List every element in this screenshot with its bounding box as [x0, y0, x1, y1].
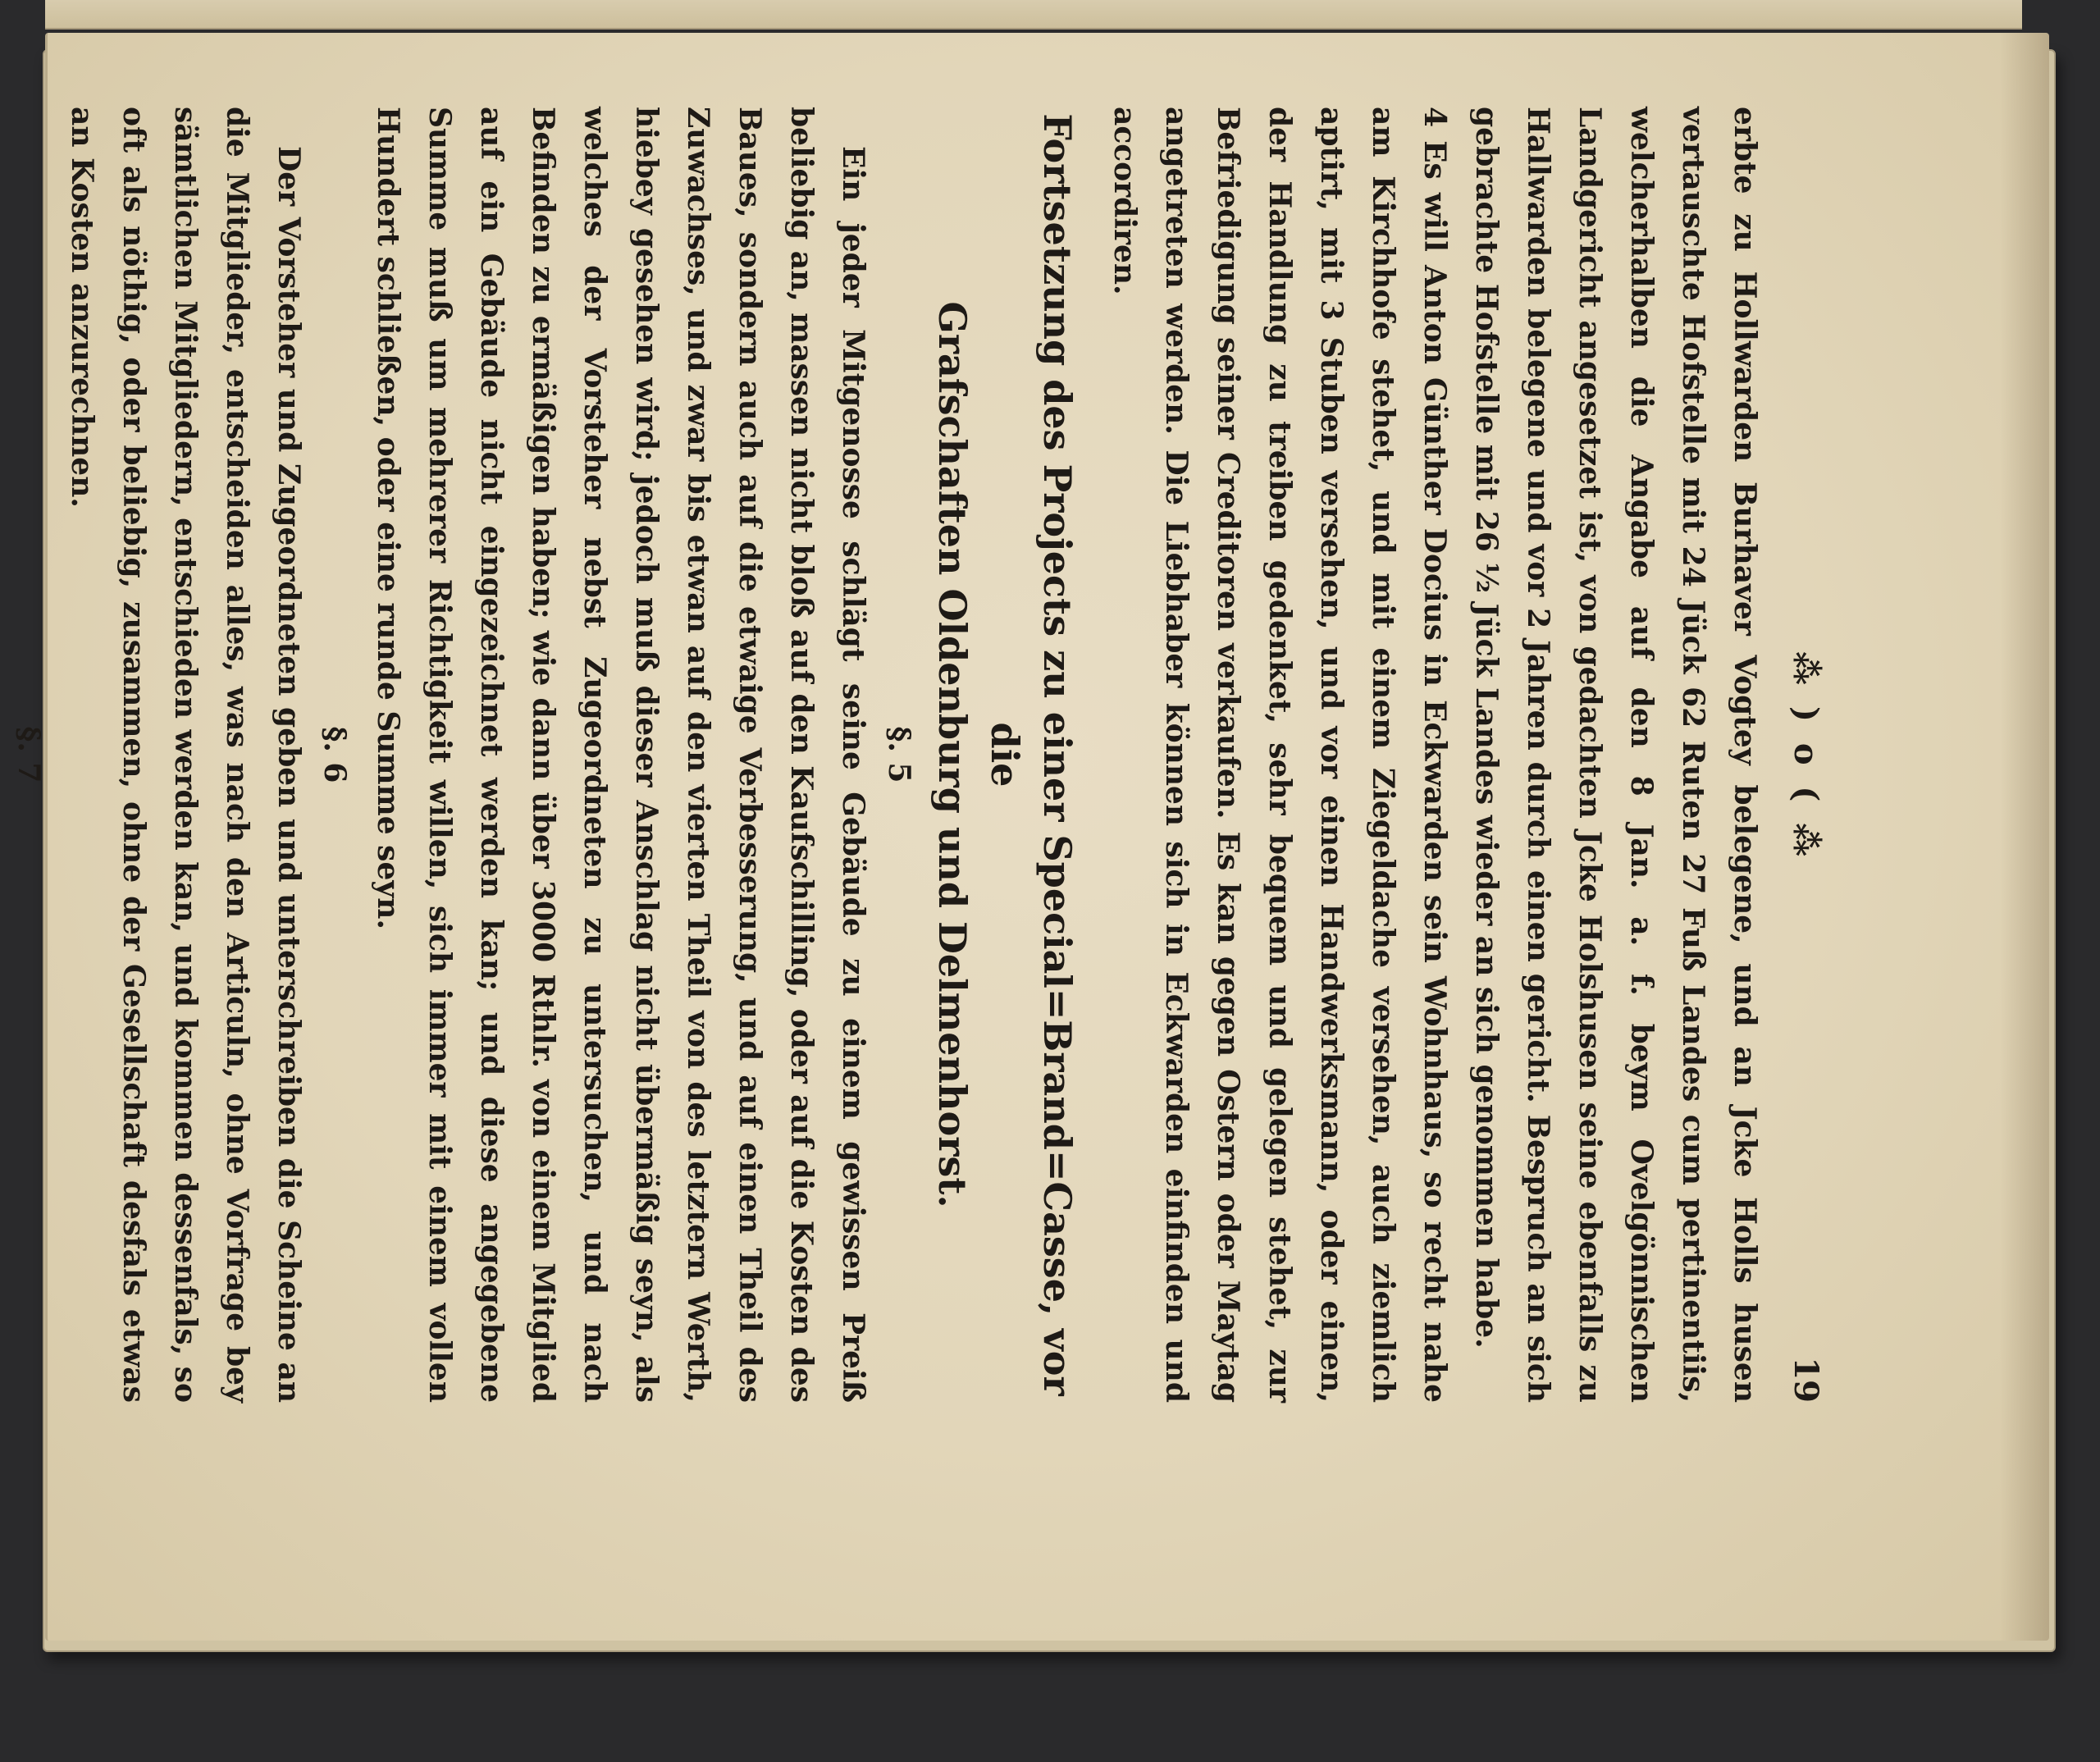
page-number: 19: [1787, 1357, 1825, 1403]
page-gutter-shadow: [2000, 33, 2049, 1641]
section-6-text: Der Vorsteher und Zugeordneten geben und unterschreiben die Scheine an die Mitglieder, entscheiden alles, was nach den Articuln, ohne Vorfrage bey sämtlichen Mitgliedern, entschieden werden kan, und kommen dessenfals, so oft als nöthig, oder beliebig, zusammen, ohne der Gesellschaft desfals etwas an Kosten anzurechnen.: [65, 107, 306, 1403]
previous-page-edge: [45, 0, 2022, 30]
header-ornament: ⁂ ) o ( ⁂: [1787, 651, 1825, 862]
section-5-label: §. 5: [882, 726, 916, 783]
heading-line-1: Fortsetzung des Projects zu einer Special=Brand=Casse, vor die: [983, 113, 1080, 1396]
section-5-text: Ein jeder Mitgenosse schlägt seine Gebäude zu einem gewissen Preiß beliebig an, massen nicht bloß auf den Kaufschilling, oder auf die Kosten des Baues, sondern auch auf die etwaige Verbesserung, und auf einen Theil des Zuwachses, und zwar bis etwan auf den vierten Theil von des letztern Werth, hiebey gesehen wird; jedoch muß dieser Anschlag nicht übermäßig seyn, als welches der Vorsteher nebst Zugeordneten zu untersuchen, und nach Befinden zu ermäßigen haben; wie dann über 3000 Rthlr. von einem Mitglied auf ein Gebäude nicht eingezeichnet werden kan; und diese angegebene Summe muß um mehrerer Richtigkeit willen, sich immer mit einem vollen Hundert schließen, oder eine runde Summe seyn.: [371, 107, 870, 1403]
section-7-label: §. 7: [11, 726, 46, 783]
paragraph-inheritance: erbte zu Hollwarden Burhaver Vogtey belegene, und an Jcke Holls husen vertauschte Hofstelle mit 24 Jück 62 Ruten 27 Fuß Landes cum pertinentiis, welcherhalben die Angabe auf den 8 Jan. a. f. beym Ovelgönnischen Landgericht angesetzet ist, von gedachten Jcke Holshusen seine ebenfalls zu Hallwarden belegene und vor 2 Jahren durch einen gericht. Bespruch an sich gebrachte Hofstelle mit 26 ½ Jück Landes wieder an sich genommen habe.: [1469, 107, 1762, 1403]
section-7-text: [0, 107, 8, 1403]
paragraph-house-sale: 4 Es will Anton Günther Docius in Eckwarden sein Wohnhaus, so recht nahe am Kirchhofe stehet, und mit einem Ziegeldache versehen, auch ziemlich aptirt, mit 3 Stuben versehen, und vor einen Handwerksmann, oder einen, der Handlung zu treiben gedenket, sehr bequem und gelegen stehet, zur Befriedigung seiner Creditoren verkaufen. Es kan gegen Ostern oder Maytag angetreten werden. Die Liebhaber können sich in Eckwarden einfinden und accordiren.: [1107, 107, 1452, 1403]
section-heading: [926, 107, 1084, 1403]
rotated-text-block: [11, 107, 1825, 1403]
heading-line-2: Grafschaften Oldenburg und Delmenhorst.: [930, 301, 975, 1208]
page-header: [1787, 107, 1825, 1403]
section-6-label: §. 6: [317, 726, 352, 783]
